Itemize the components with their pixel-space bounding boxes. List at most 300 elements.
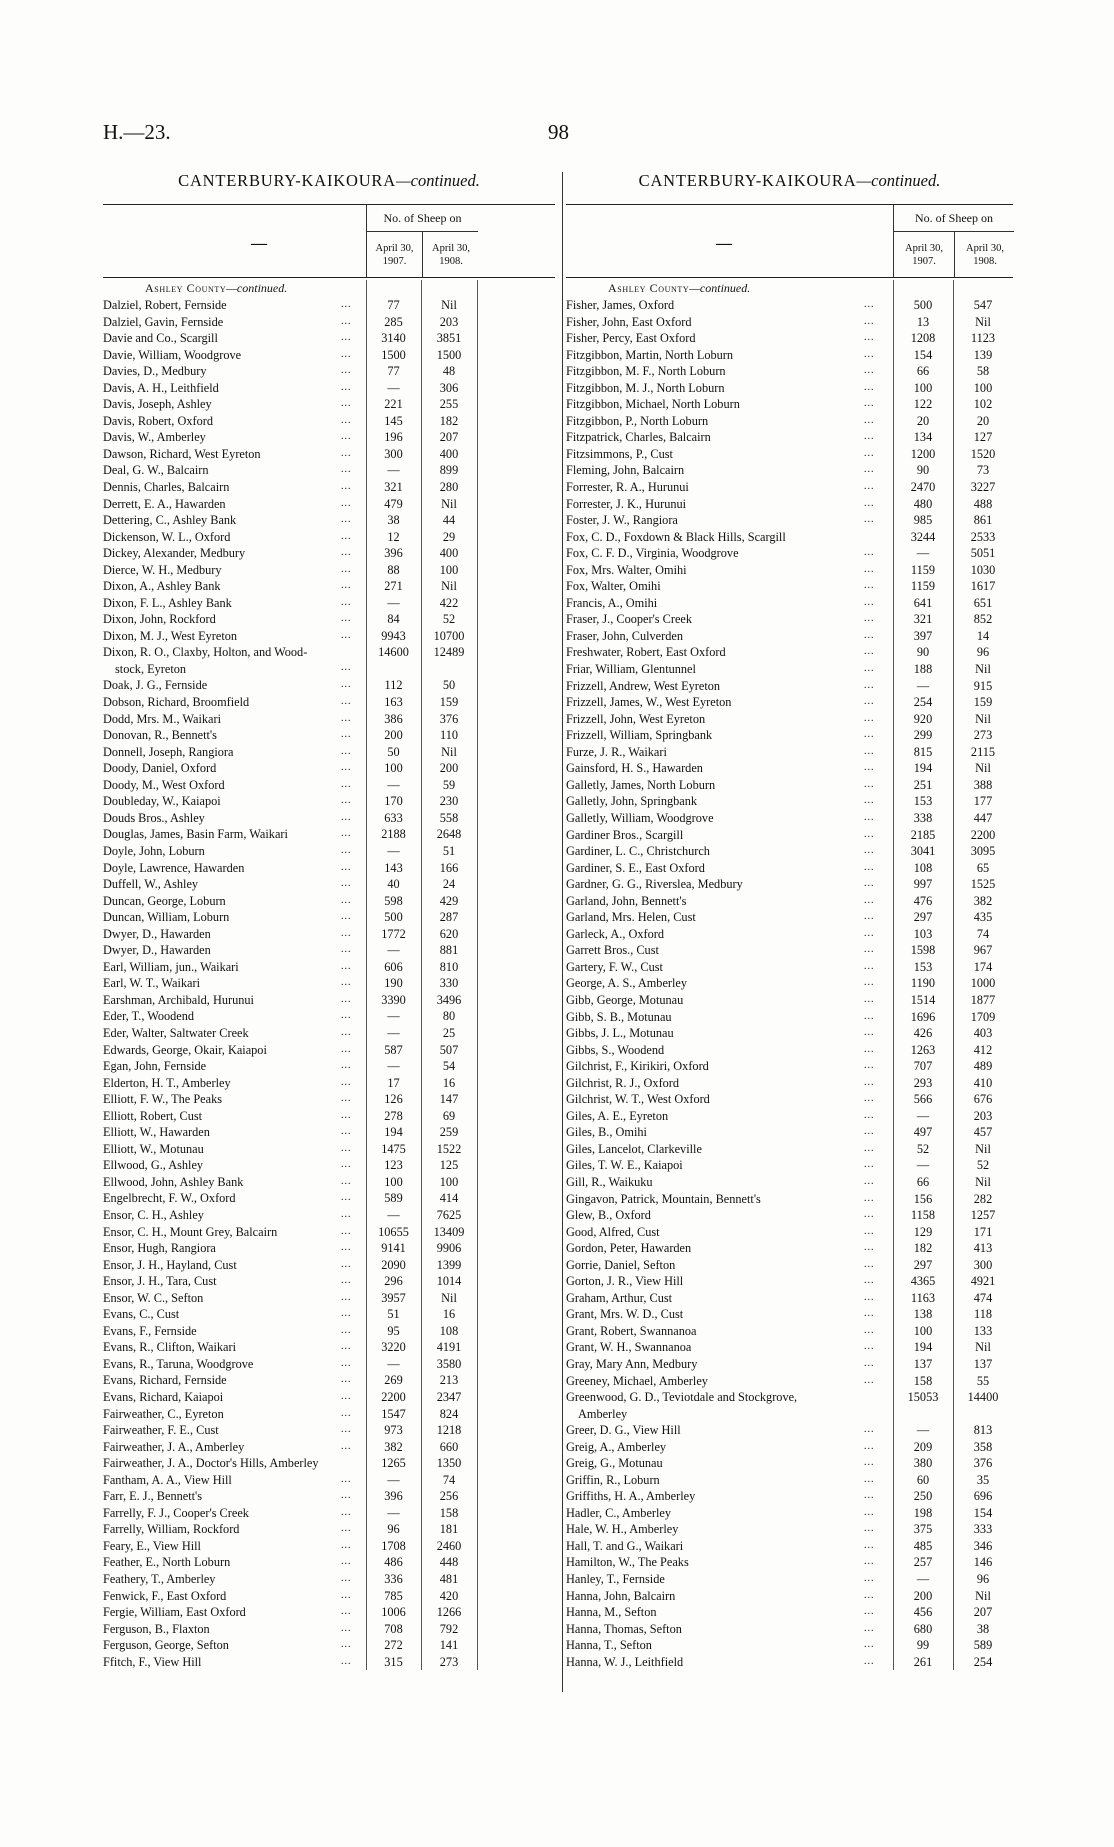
- table-row: [566, 595, 1013, 612]
- table-row: [566, 1604, 1013, 1621]
- owner-name: Graham, Arthur, Cust: [566, 1290, 673, 1305]
- sheep-1908: Nil: [975, 1174, 991, 1189]
- leader-dots: ...: [341, 596, 352, 608]
- sheep-1908: 100: [973, 380, 993, 395]
- sheep-1908: Nil: [975, 662, 991, 677]
- sheep-1908: 4191: [436, 1340, 462, 1355]
- owner-name: Hale, W. H., Amberley: [566, 1522, 679, 1537]
- sheep-1907: 1190: [910, 976, 936, 991]
- table-row: [103, 1257, 555, 1274]
- table-row: [103, 843, 555, 860]
- owner-name: George, A. S., Amberley: [566, 976, 688, 991]
- leader-dots: ...: [864, 315, 875, 327]
- owner-name: Gibbs, S., Woodend: [566, 1042, 665, 1057]
- sheep-1907: 90: [916, 463, 930, 478]
- owner-name: Gardiner, L. C., Christchurch: [566, 844, 710, 859]
- owner-name: Gorrie, Daniel, Sefton: [566, 1257, 676, 1272]
- sheep-1907: 785: [384, 1588, 403, 1603]
- leader-dots: ...: [864, 663, 875, 675]
- owner-name: Fairweather, J. A., Doctor's Hills, Amberley: [103, 1456, 319, 1471]
- sheep-1907: 2090: [381, 1257, 406, 1272]
- table-row: [103, 1621, 555, 1638]
- sheep-1907: 1208: [910, 331, 936, 346]
- sheep-1908: 824: [439, 1406, 459, 1421]
- owner-name: Dixon, F. L., Ashley Bank: [103, 595, 232, 610]
- leader-dots: ...: [341, 1010, 352, 1022]
- sheep-1908: 273: [973, 728, 993, 743]
- table-row: [103, 909, 555, 926]
- sheep-1907: 680: [913, 1621, 933, 1636]
- leader-dots: ...: [341, 1440, 352, 1452]
- owner-name: Evans, F., Fernside: [103, 1323, 197, 1338]
- sheep-1907: 134: [913, 430, 933, 445]
- leader-dots: ...: [341, 1291, 352, 1303]
- sheep-1907: 158: [913, 1373, 933, 1388]
- table-row: [103, 1389, 555, 1406]
- owner-name: Donovan, R., Bennett's: [103, 728, 217, 743]
- leader-dots: ...: [864, 1027, 875, 1039]
- owner-name: Davies, D., Medbury: [103, 364, 207, 379]
- owner-name: Duncan, George, Loburn: [103, 893, 226, 908]
- section-heading: Ashley County—continued.: [608, 281, 751, 295]
- column-title: CANTERBURY-KAIKOURA—continued.: [178, 171, 480, 190]
- table-row: [566, 694, 1013, 711]
- table-row: [103, 347, 555, 364]
- leader-dots: ...: [341, 1341, 352, 1353]
- sheep-1908: 100: [439, 1174, 459, 1189]
- sheep-1908: 58: [976, 364, 990, 379]
- sheep-1908: 147: [439, 1092, 459, 1107]
- owner-name: Feather, E., North Loburn: [103, 1555, 231, 1570]
- sheep-1908: 306: [439, 380, 459, 395]
- leader-dots: ...: [341, 1109, 352, 1121]
- sheep-1908: 2533: [970, 529, 996, 544]
- owner-name: Garrett Bros., Cust: [566, 943, 659, 958]
- table-row: [566, 1273, 1013, 1290]
- sheep-1908: 2200: [970, 827, 996, 842]
- owner-name: Duffell, W., Ashley: [103, 877, 199, 892]
- owner-name: Fisher, John, East Oxford: [566, 314, 692, 329]
- owner-name: Gray, Mary Ann, Medbury: [566, 1357, 698, 1371]
- sheep-1908: 420: [439, 1588, 459, 1603]
- sheep-1908: 1000: [970, 976, 996, 991]
- sheep-1907: 257: [913, 1555, 933, 1570]
- table-row: [566, 959, 1013, 976]
- leader-dots: ...: [864, 1043, 875, 1055]
- owner-name: Ensor, W. C., Sefton: [103, 1290, 204, 1305]
- leader-dots: ...: [341, 745, 352, 757]
- owner-name: Frizzell, John, West Eyreton: [566, 711, 706, 726]
- leader-dots: ...: [341, 563, 352, 575]
- sheep-1908: 481: [439, 1572, 459, 1587]
- col-1907-header: April 30, 1907.: [375, 242, 414, 267]
- owner-name: Garleck, A., Oxford: [566, 926, 665, 941]
- leader-dots: ...: [341, 1539, 352, 1551]
- sheep-1908: 1522: [436, 1141, 462, 1156]
- leader-dots: ...: [864, 762, 875, 774]
- sheep-1908: 967: [973, 943, 993, 958]
- table-row: [103, 694, 555, 711]
- table-row: [103, 810, 555, 827]
- sheep-1907: 480: [913, 496, 933, 511]
- leader-dots: ...: [341, 1407, 352, 1419]
- table-row: [566, 1240, 1013, 1257]
- sheep-1907: 598: [384, 893, 403, 908]
- owner-name: Greig, G., Motunau: [566, 1456, 663, 1471]
- sheep-1908: 203: [973, 1108, 993, 1123]
- leader-dots: ...: [341, 811, 352, 823]
- leader-dots: ...: [864, 1308, 875, 1320]
- sheep-1907: 66: [916, 364, 930, 379]
- leader-dots: ...: [341, 348, 352, 360]
- leader-dots: ...: [341, 927, 352, 939]
- sheep-1907: 3957: [381, 1290, 406, 1305]
- sheep-1908: 259: [439, 1125, 459, 1140]
- sheep-1907: 1159: [910, 562, 936, 577]
- sheep-1908: 102: [973, 397, 993, 412]
- owner-name: Eder, T., Woodend: [103, 1009, 195, 1024]
- owner-name: Fraser, J., Cooper's Creek: [566, 612, 693, 627]
- table-row: [103, 1025, 555, 1042]
- owner-name: Fantham, A. A., View Hill: [103, 1472, 232, 1487]
- leader-dots: ...: [864, 1142, 875, 1154]
- leader-dots: ...: [341, 762, 352, 774]
- owner-name: Dixon, A., Ashley Bank: [103, 579, 221, 594]
- sheep-1907: 589: [384, 1191, 403, 1206]
- owner-name: Fitzgibbon, M. F., North Loburn: [566, 364, 726, 379]
- sheep-1908: 55: [976, 1373, 990, 1388]
- owner-name: Gibb, George, Motunau: [566, 992, 684, 1007]
- leader-dots: ...: [341, 679, 352, 691]
- sheep-1907: 2185: [910, 827, 936, 842]
- sheep-1907: 1547: [381, 1406, 406, 1421]
- table-row: [103, 1356, 555, 1373]
- owner-name: Galletly, John, Springbank: [566, 794, 698, 809]
- table-row: [566, 1455, 1013, 1472]
- table-row: [103, 297, 555, 314]
- owner-name: Elliott, F. W., The Peaks: [103, 1092, 223, 1107]
- sheep-1907: 500: [913, 298, 933, 312]
- sheep-1907: 123: [384, 1158, 403, 1173]
- sheep-1907: 99: [916, 1638, 930, 1653]
- sheep-1908: 73: [976, 463, 990, 478]
- owner-name: Gardiner Bros., Scargill: [566, 827, 684, 842]
- leader-dots: ...: [341, 381, 352, 393]
- sheep-1908: Nil: [975, 1340, 991, 1355]
- leader-dots: ...: [864, 960, 875, 972]
- owner-name: Elderton, H. T., Amberley: [103, 1075, 231, 1090]
- sheep-1907: 95: [387, 1323, 400, 1338]
- table-body: [566, 280, 1013, 1670]
- leader-dots: ...: [864, 646, 875, 658]
- table-row: [566, 562, 1013, 579]
- sheep-1908: 488: [973, 496, 993, 511]
- table-row: [566, 678, 1013, 695]
- owner-name: Fox, C. F. D., Virginia, Woodgrove: [566, 546, 739, 561]
- sheep-1908: 3095: [970, 844, 996, 859]
- sheep-1908: 1399: [436, 1257, 462, 1272]
- leader-dots: ...: [864, 795, 875, 807]
- sheep-1908: 74: [976, 926, 990, 941]
- sheep-1907: 17: [387, 1075, 400, 1090]
- sheep-1908: 660: [439, 1439, 459, 1454]
- sheep-1907: 90: [916, 645, 930, 660]
- leader-dots: ...: [341, 447, 352, 459]
- owner-name: Davis, A. H., Leithfield: [103, 380, 219, 395]
- owner-name: Galletly, James, North Loburn: [566, 777, 716, 792]
- sheep-1908: 9906: [436, 1241, 462, 1256]
- table-row: [103, 1042, 555, 1059]
- leader-dots: ...: [341, 1242, 352, 1254]
- table-row: [566, 1075, 1013, 1092]
- owner-name: Hanley, T., Fernside: [566, 1572, 665, 1587]
- table-row: [103, 1207, 555, 1224]
- table-row: [103, 462, 555, 479]
- owner-name: Garland, Mrs. Helen, Cust: [566, 910, 696, 925]
- owner-name: Fisher, James, Oxford: [566, 298, 675, 312]
- sheep-1907: 386: [384, 711, 403, 726]
- owner-name: Griffiths, H. A., Amberley: [566, 1489, 696, 1504]
- sheep-1907: —: [387, 1025, 400, 1040]
- table-row: [566, 1538, 1013, 1555]
- leader-dots: ...: [341, 1424, 352, 1436]
- owner-name: Giles, Lancelot, Clarkeville: [566, 1141, 702, 1156]
- owner-name: Doak, J. G., Fernside: [103, 678, 208, 693]
- section-heading: Ashley County—continued.: [145, 281, 288, 295]
- owner-name: Doyle, John, Loburn: [103, 843, 205, 858]
- owner-name: Fairweather, J. A., Amberley: [103, 1439, 245, 1454]
- owner-name: Gardner, G. G., Riverslea, Medbury: [566, 877, 743, 892]
- sheep-1907: 96: [387, 1522, 400, 1537]
- sheep-count-header: [893, 205, 1014, 277]
- owner-name: Farrelly, William, Rockford: [103, 1522, 240, 1537]
- sheep-1907: 156: [913, 1191, 933, 1206]
- owner-name: Good, Alfred, Cust: [566, 1224, 660, 1239]
- leader-dots: ...: [864, 1225, 875, 1237]
- table-row: [566, 578, 1013, 595]
- sheep-1907: 297: [913, 910, 933, 925]
- sheep-1908: 154: [973, 1505, 993, 1520]
- sheep-1908: 589: [973, 1638, 993, 1653]
- leader-dots: ...: [864, 828, 875, 840]
- sheep-1908: 54: [442, 1059, 456, 1074]
- sheep-1908: 651: [973, 595, 993, 610]
- sheep-1907: 10655: [378, 1224, 409, 1239]
- owner-name: Fleming, John, Balcairn: [566, 463, 685, 478]
- sheep-1908: 696: [973, 1489, 993, 1504]
- sheep-1907: 973: [384, 1423, 403, 1438]
- leader-dots: ...: [341, 497, 352, 509]
- table-row: [566, 644, 1013, 661]
- owner-name: Doody, Daniel, Oxford: [103, 761, 217, 776]
- sheep-1907: —: [387, 843, 400, 858]
- sheep-1907: 108: [913, 860, 933, 875]
- sheep-1907: 397: [913, 628, 933, 643]
- page-id: H.—23.: [103, 120, 171, 144]
- leader-dots: ...: [864, 514, 875, 526]
- owner-name: Fox, Walter, Omihi: [566, 579, 661, 594]
- leader-dots: ...: [341, 861, 352, 873]
- leader-dots: ...: [341, 547, 352, 559]
- sheep-1908: 792: [439, 1621, 459, 1636]
- owner-name: Hanna, T., Sefton: [566, 1638, 652, 1653]
- sheep-1907: 138: [913, 1307, 933, 1322]
- sheep-1908: 3580: [436, 1356, 462, 1371]
- table-row: [103, 644, 555, 677]
- table-row: [103, 1472, 555, 1489]
- sheep-1908: 333: [973, 1522, 993, 1537]
- leader-dots: ...: [864, 1192, 875, 1204]
- table-row: [566, 396, 1013, 413]
- owner-name: Evans, R., Taruna, Woodgrove: [103, 1356, 254, 1371]
- sheep-1907: 254: [913, 695, 933, 710]
- table-row: [566, 1157, 1013, 1174]
- table-row: [566, 1191, 1013, 1208]
- table-row: [566, 1091, 1013, 1108]
- leader-dots: ...: [864, 431, 875, 443]
- leader-dots: ...: [864, 1358, 875, 1369]
- owner-name: Giles, B., Omihi: [566, 1125, 647, 1140]
- table-row: [103, 1455, 555, 1472]
- leader-dots: ...: [341, 1159, 352, 1171]
- leader-dots: ...: [864, 1539, 875, 1551]
- owner-name: Griffin, R., Loburn: [566, 1472, 660, 1487]
- leader-dots: ...: [341, 993, 352, 1005]
- leader-dots: ...: [864, 1622, 875, 1634]
- table-row: [103, 1290, 555, 1307]
- table-row: [566, 1422, 1013, 1439]
- owner-name: Davis, W., Amberley: [103, 430, 206, 445]
- table-body: [103, 280, 555, 1670]
- leader-dots: ...: [864, 447, 875, 459]
- table-row: [103, 1422, 555, 1439]
- sheep-1908: 429: [439, 893, 459, 908]
- table-row: [103, 562, 555, 579]
- sheep-1908: 182: [439, 413, 459, 428]
- sheep-1908: 1030: [970, 562, 996, 577]
- owner-name: Grant, Robert, Swannanoa: [566, 1323, 697, 1338]
- table-row: [566, 1637, 1013, 1654]
- owner-name: Fitzgibbon, P., North Loburn: [566, 413, 709, 428]
- sheep-1908: 1123: [970, 331, 996, 346]
- sheep-1907: 261: [913, 1654, 933, 1669]
- sheep-1908: 489: [973, 1059, 993, 1074]
- table-row: [103, 860, 555, 877]
- owner-name: Gainsford, H. S., Hawarden: [566, 761, 703, 776]
- table-row: [103, 545, 555, 562]
- table-row: [103, 1406, 555, 1423]
- table-row: [103, 1654, 555, 1671]
- sheep-1907: 1163: [910, 1290, 936, 1305]
- table-row: [566, 413, 1013, 430]
- owner-name: Hadler, C., Amberley: [566, 1505, 672, 1520]
- table-row: [566, 1339, 1013, 1356]
- table-row: [103, 1108, 555, 1125]
- owner-name: Duncan, William, Loburn: [103, 910, 230, 925]
- table-row: [103, 959, 555, 976]
- sheep-1907: 14600: [378, 645, 409, 660]
- table-row: [103, 595, 555, 612]
- table-row: [103, 529, 555, 546]
- sheep-1908: 5051: [970, 546, 996, 561]
- sheep-1908: 448: [439, 1555, 459, 1570]
- sheep-1907: —: [387, 1356, 400, 1371]
- table-row: [566, 1108, 1013, 1125]
- leader-dots: ...: [341, 1192, 352, 1204]
- sheep-1907: 126: [384, 1092, 403, 1107]
- sheep-1908: 410: [973, 1075, 993, 1090]
- leader-dots: ...: [341, 1655, 352, 1667]
- table-row: [103, 793, 555, 810]
- sheep-1908: 146: [973, 1555, 993, 1570]
- col-1908-header: April 30, 1908.: [422, 232, 479, 277]
- sheep-1907: 1265: [381, 1456, 406, 1471]
- sheep-1908: 52: [976, 1158, 990, 1173]
- sheep-1908: 1266: [436, 1605, 462, 1620]
- leader-dots: ...: [341, 1258, 352, 1270]
- table-row: [566, 777, 1013, 794]
- owner-name: Gilchrist, R. J., Oxford: [566, 1075, 680, 1090]
- table-row: [103, 1521, 555, 1538]
- table-row: [103, 1488, 555, 1505]
- sheep-1907: 52: [916, 1141, 930, 1156]
- sheep-1907: 51: [387, 1307, 400, 1322]
- sheep-1908: 110: [440, 728, 458, 743]
- table-row: [566, 876, 1013, 893]
- table-row: [566, 314, 1013, 331]
- sheep-1908: 59: [442, 777, 456, 792]
- owner-name: Fenwick, F., East Oxford: [103, 1588, 227, 1603]
- sheep-1908: 558: [439, 810, 459, 825]
- table-row: [566, 1207, 1013, 1224]
- owner-name: Glew, B., Oxford: [566, 1208, 651, 1223]
- leader-dots: ...: [341, 1357, 352, 1369]
- sheep-1907: 3390: [381, 992, 406, 1007]
- leader-dots: ...: [864, 696, 875, 708]
- owner-name: Fitzpatrick, Charles, Balcairn: [566, 430, 711, 445]
- sheep-1908: 96: [976, 645, 990, 660]
- table-row: [103, 1538, 555, 1555]
- owner-name: Deal, G. W., Balcairn: [103, 463, 209, 478]
- sheep-1908: 80: [442, 1009, 456, 1024]
- owner-name: Greenwood, G. D., Teviotdale and Stockgrove, Amberley: [566, 1390, 798, 1421]
- table-row: [566, 297, 1013, 314]
- sheep-1908: 12489: [433, 645, 465, 660]
- leader-dots: ...: [864, 1242, 875, 1254]
- leader-dots: ...: [864, 1291, 875, 1303]
- table-row: [566, 860, 1013, 877]
- owner-name: Greig, A., Amberley: [566, 1439, 667, 1454]
- sheep-1908: 547: [973, 298, 993, 312]
- owner-name: Fitzgibbon, Michael, North Loburn: [566, 397, 740, 412]
- table-row: [566, 727, 1013, 744]
- owner-name: Dickey, Alexander, Medbury: [103, 546, 246, 561]
- leader-dots: ...: [864, 845, 875, 857]
- sheep-1907: 566: [913, 1092, 933, 1107]
- table-row: [566, 363, 1013, 380]
- sheep-1907: —: [916, 1572, 930, 1587]
- leader-dots: ...: [864, 745, 875, 757]
- owner-name: Hanna, Thomas, Sefton: [566, 1621, 682, 1636]
- sheep-1907: 293: [913, 1075, 933, 1090]
- table-row: [566, 1373, 1013, 1390]
- sheep-1908: 96: [976, 1572, 990, 1587]
- leader-dots: ...: [864, 1126, 875, 1138]
- sheep-1907: 221: [384, 397, 403, 412]
- owner-name: Edwards, George, Okair, Kaiapoi: [103, 1042, 267, 1057]
- owner-name: Ensor, J. H., Hayland, Cust: [103, 1257, 237, 1272]
- sheep-1907: 2470: [910, 480, 936, 495]
